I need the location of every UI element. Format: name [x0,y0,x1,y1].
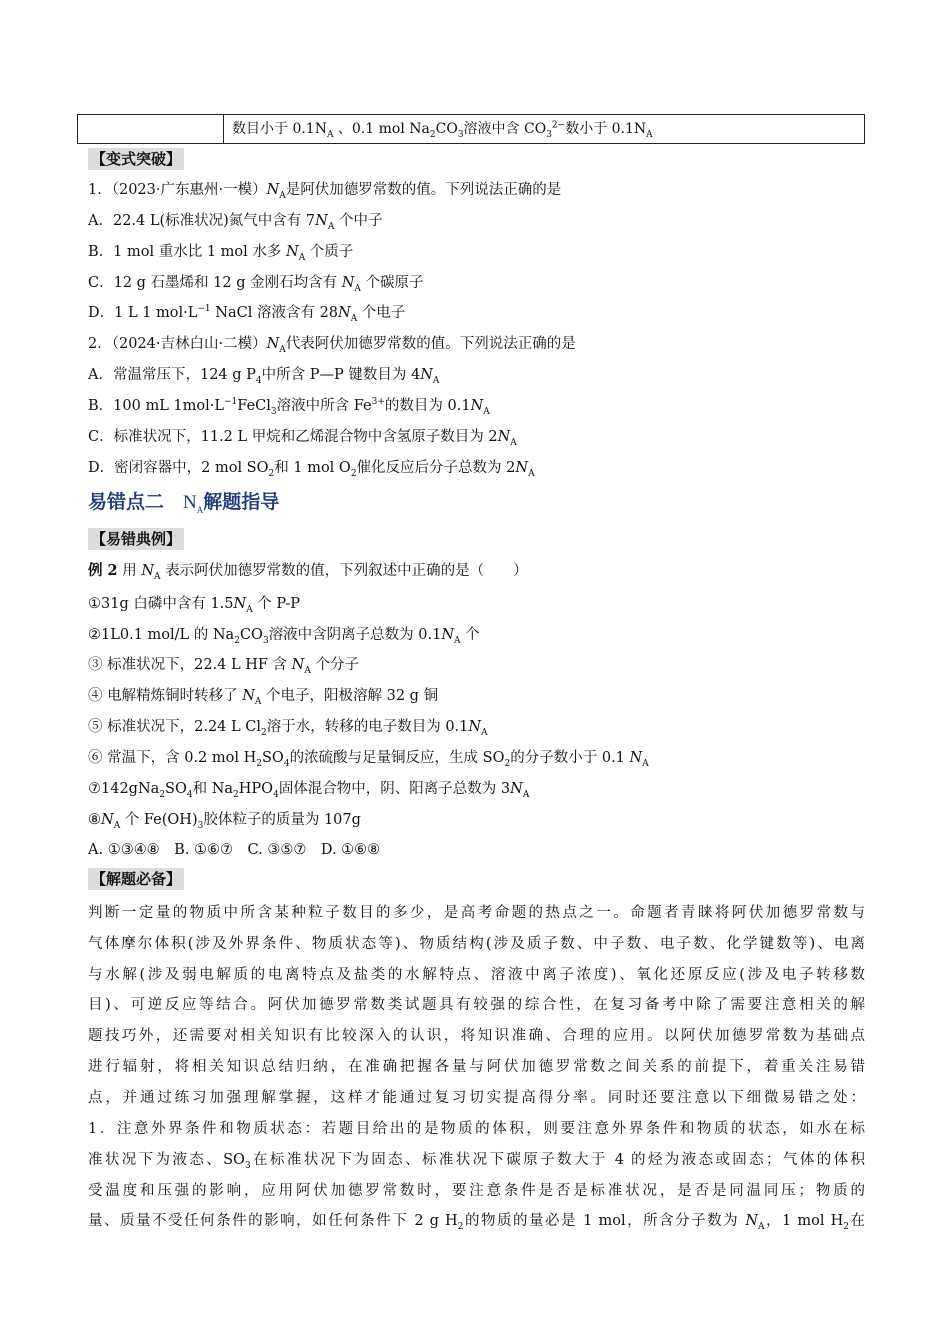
table-cell-empty [78,115,224,143]
example-item-6: ⑥ 常温下，含 0.2 mol $H_2SO_4$的浓硫酸与足量铜反应，生成 $SO_2$的分子数小于 0.1 $N_A$ [88,750,649,769]
question-1-option-d: D．1 L 1 $mol\cdot L^{-1}$ NaCl 溶液含有 $28N_A$ 个电子 [88,304,406,324]
question-2-option-d: D．密闭容器中，2 mol $SO_2$和 1 mol $O_2$催化反应后分子总数为 $2N_A$ [88,460,535,479]
question-2-option-c: C．标准状况下，11.2 L 甲烷和乙烯混合物中含氢原子数目为 $2N_A$ [88,429,517,448]
example-item-8: $⑧N_A$ 个 $Fe(OH)_3$胶体粒子的质量为 107g [88,812,361,831]
guide-point-1: 1．注意外界条件和物质状态：若题目给出的是物质的体积，则要注意外界条件和物质的状态，如水在标 准状况下为液态、$SO_3$在标准状况下为固态、标准状况下碳原子数大于 4 的烃为液态或固态；气体的体积 受温度和压强的影响，应用阿伏加德罗常数时，要注意条件是否是标准状况，是否是同温同压；物质的 量、质量不受任何条件的影响，如任何条件下 2 g $H_2$的物质的量必是 1 mol，所含分子数为 $N_A$，1 mol $H_2$在 [88,1121,865,1233]
example-item-7: $⑦142gNa_2SO_4$和 $Na_2HPO_4$固体混合物中，阴、阳离子总数为 $3N_A$ [88,781,530,800]
section-tag: 【变式突破】 [88,148,184,170]
example-options: A. ①③④⑧ B. ①⑥⑦ C. ③⑤⑦ D. ①⑥⑧ [88,842,381,858]
example-item-3: ③ 标准状况下，22.4 L HF 含 $N_A$ 个分子 [88,657,359,676]
section-heading: 易错点二 $N_A$解题指导 [88,491,280,515]
example-item-1: ①31g 白磷中含有 $1.5N_A$ 个 P-P [88,596,301,615]
guide-tag: 【解题必备】 [88,868,184,890]
question-1-option-c: C．12 g 石墨烯和 12 g 金刚石均含有 $N_A$ 个碳原子 [88,275,424,294]
table-row [77,114,865,144]
guide-paragraph: 判断一定量的物质中所含某种粒子数目的多少，是高考命题的热点之一。命题者青睐将阿伏加德罗常数与 气体摩尔体积(涉及外界条件、物质状态等)、物质结构(涉及质子数、中子数、电子数、化学键数等)、电离 与水解(涉及弱电解质的电离特点及盐类的水解特点、溶液中离子浓度)、氧化还原反应(涉及电子转移数 目)、可逆反应等结合。阿伏加德罗常数类试题具有较强的综合性，在复习备考中除了需要注意相关的解 题技巧外，还需要对相关知识有比较深入的认识，将知识准确、合理的应用。以阿伏加德罗常数为基础点 进行辐射，将相关知识总结归纳，在准确把握各量与阿伏加德罗常数之间关系的前提下，着重关注易错 点，并通过练习加强理解掌握，这样才能通过复习切实提高得分率。同时还要注意以下细微易错之处： [88,905,865,1106]
question-1-option-b: B．1 mol 重水比 1 mol 水多 $N_A$ 个质子 [88,244,354,263]
question-2-option-b: B．100 mL $1mol\cdot L^{-1}FeCl_3$溶液中所含 $Fe^{3+}$的数目为 $0.1N_A$ [88,397,490,417]
example-item-4: ④ 电解精炼铜时转移了 $N_A$ 个电子，阳极溶解 32 g 铜 [88,688,439,707]
question-2-stem: 2．（2024·吉林白山·二模）$N_A$代表阿伏加德罗常数的值。下列说法正确的是 [88,336,576,355]
example-tag: 【易错典例】 [88,528,184,550]
question-1-stem: 1．（2023·广东惠州·一模）$N_A$是阿伏加德罗常数的值。下列说法正确的是 [88,182,562,201]
example-item-2: ②1L0.1 mol/L 的 $Na_2CO_3$溶液中含阴离子总数为 $0.1N_A$ 个 [88,627,480,646]
question-1-option-a: A．22.4 L(标准状况)氮气中含有 $7N_A$ 个中子 [88,213,383,232]
table-cell-text: 数目小于 $0.1N_A$ 、0.1 mol $Na_2CO_3$溶液中含 $CO_3^{2-}$数小于 $0.1N_A$ [232,120,653,140]
example-item-5: ⑤ 标准状况下，2.24 L $Cl_2$溶于水，转移的电子数目为 $0.1N_A$ [88,719,488,738]
question-2-option-a: A．常温常压下，124 g $P_4$中所含 P—P 键数目为 $4N_A$ [88,367,440,386]
example-stem: 例 2 用 $N_A$ 表示阿伏加德罗常数的值，下列叙述中正确的是（ ） [88,562,528,582]
